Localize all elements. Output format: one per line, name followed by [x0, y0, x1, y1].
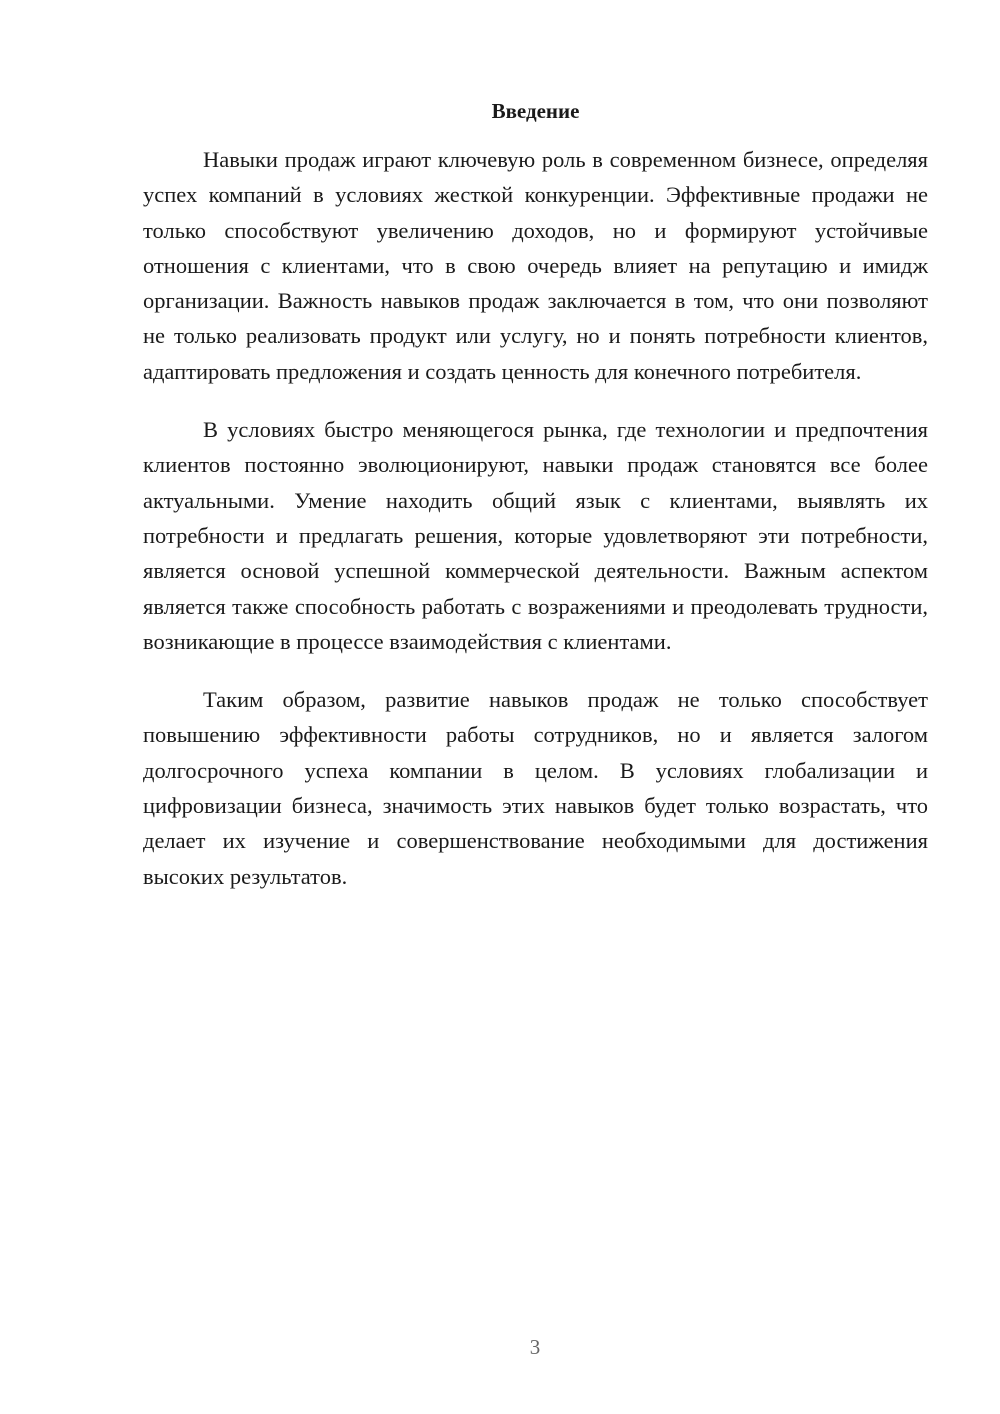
- paragraph-2: В условиях быстро меняющегося рынка, где технологии и предпочтения клиентов постоянно эволюционируют, навыки продаж становятся все более актуальными. Умение находить общий язык с клиентами, выявлять их потребности и предлагать решения, которые удовлетворяют эти потребности, является основой успешной коммерческой деятельности. Важным аспектом является также способность работать с возражениями и преодолевать трудности, возникающие в процессе взаимодействия с клиентами.: [143, 417, 928, 654]
- paragraph-1: Навыки продаж играют ключевую роль в современном бизнесе, определяя успех компаний в условиях жесткой конкуренции. Эффективные продажи не только способствуют увеличению доходов, но и формируют устойчивые отношения с клиентами, что в свою очередь влияет на репутацию и имидж организации. Важность навыков продаж заключается в том, что они позволяют не только реализовать продукт или услугу, но и понять потребности клиентов, адаптировать предложения и создать ценность для конечного потребителя.: [143, 147, 928, 384]
- paragraph-3: Таким образом, развитие навыков продаж не только способствует повышению эффективности работы сотрудников, но и является залогом долгосрочного успеха компании в целом. В условиях глобализации и цифровизации бизнеса, значимость этих навыков будет только возрастать, что делает их изучение и совершенствование необходимыми для достижения высоких результатов.: [143, 687, 928, 889]
- body-text: [143, 142, 928, 917]
- page-number: 3: [529, 1335, 541, 1359]
- section-heading: Введение: [491, 99, 580, 123]
